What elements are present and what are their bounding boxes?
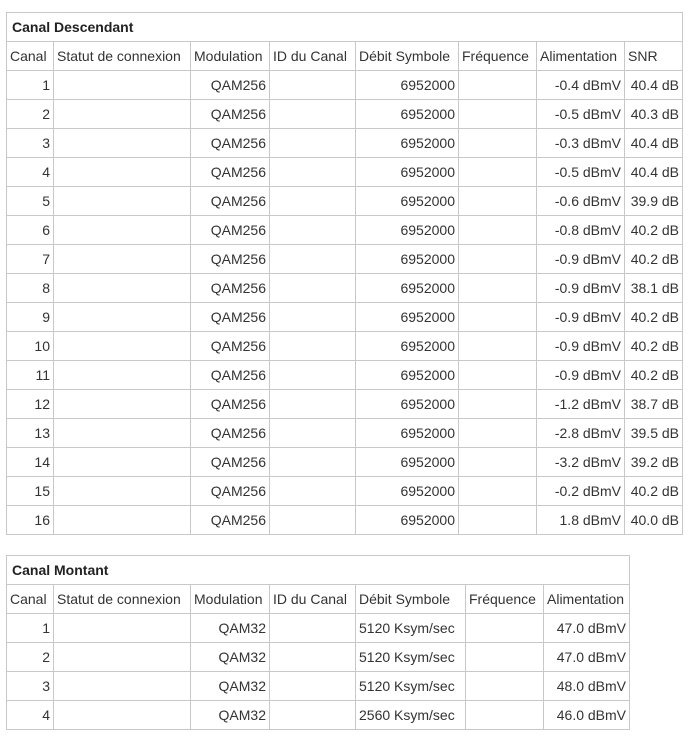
table-row <box>7 419 683 448</box>
cell-statut <box>54 477 191 506</box>
cell-statut <box>54 506 191 535</box>
cell-statut <box>54 303 191 332</box>
cell-canal: 15 <box>7 477 54 506</box>
cell-canal: 4 <box>7 158 54 187</box>
column-header-statut: Statut de connexion <box>54 585 191 614</box>
cell-debit-symbole: 5120 Ksym/sec <box>356 672 466 701</box>
cell-statut <box>54 419 191 448</box>
cell-id-canal <box>270 614 356 643</box>
cell-alimentation: -0.6 dBmV <box>537 187 625 216</box>
table-row <box>7 332 683 361</box>
cell-modulation: QAM256 <box>191 303 270 332</box>
cell-id-canal <box>270 643 356 672</box>
cell-alimentation: 47.0 dBmV <box>544 643 630 672</box>
cell-alimentation: -2.8 dBmV <box>537 419 625 448</box>
cell-statut <box>54 672 191 701</box>
cell-canal: 3 <box>7 672 54 701</box>
cell-debit-symbole: 6952000 <box>356 332 459 361</box>
cell-frequence <box>459 187 537 216</box>
cell-modulation: QAM256 <box>191 390 270 419</box>
cell-id-canal <box>270 477 356 506</box>
cell-alimentation: -0.8 dBmV <box>537 216 625 245</box>
cell-alimentation: -0.9 dBmV <box>537 274 625 303</box>
table-row <box>7 390 683 419</box>
cell-debit-symbole: 6952000 <box>356 187 459 216</box>
cell-canal: 4 <box>7 701 54 730</box>
column-header-statut: Statut de connexion <box>54 42 191 71</box>
table-row <box>7 245 683 274</box>
cell-debit-symbole: 6952000 <box>356 216 459 245</box>
cell-canal: 6 <box>7 216 54 245</box>
cell-statut <box>54 390 191 419</box>
cell-modulation: QAM256 <box>191 187 270 216</box>
cell-frequence <box>459 506 537 535</box>
cell-alimentation: 47.0 dBmV <box>544 614 630 643</box>
cell-modulation: QAM256 <box>191 361 270 390</box>
cell-snr: 39.9 dB <box>625 187 683 216</box>
cell-modulation: QAM256 <box>191 419 270 448</box>
cell-debit-symbole: 6952000 <box>356 361 459 390</box>
cell-statut <box>54 701 191 730</box>
cell-canal: 12 <box>7 390 54 419</box>
cell-alimentation: -0.4 dBmV <box>537 71 625 100</box>
cell-id-canal <box>270 216 356 245</box>
cell-frequence <box>466 672 544 701</box>
cell-snr: 40.4 dB <box>625 158 683 187</box>
cell-frequence <box>459 129 537 158</box>
cell-frequence <box>459 448 537 477</box>
column-header-canal: Canal <box>7 42 54 71</box>
cell-alimentation: -0.9 dBmV <box>537 303 625 332</box>
cell-debit-symbole: 6952000 <box>356 245 459 274</box>
upstream-channel-table <box>6 555 630 730</box>
column-header-id-canal: ID du Canal <box>270 585 356 614</box>
cell-modulation: QAM256 <box>191 216 270 245</box>
cell-frequence <box>459 71 537 100</box>
cell-canal: 16 <box>7 506 54 535</box>
cell-id-canal <box>270 701 356 730</box>
cell-snr: 40.2 dB <box>625 332 683 361</box>
column-header-frequence: Fréquence <box>459 42 537 71</box>
cell-debit-symbole: 6952000 <box>356 274 459 303</box>
cell-snr: 40.2 dB <box>625 245 683 274</box>
cell-canal: 9 <box>7 303 54 332</box>
column-header-alimentation: Alimentation <box>544 585 630 614</box>
table-row <box>7 701 630 730</box>
downstream-table-body <box>7 71 683 535</box>
cell-id-canal <box>270 187 356 216</box>
cell-canal: 11 <box>7 361 54 390</box>
cell-snr: 40.2 dB <box>625 216 683 245</box>
cell-id-canal <box>270 158 356 187</box>
cell-statut <box>54 448 191 477</box>
cell-statut <box>54 129 191 158</box>
downstream-channel-table <box>6 12 683 535</box>
cell-modulation: QAM32 <box>191 643 270 672</box>
cell-snr: 39.2 dB <box>625 448 683 477</box>
cell-debit-symbole: 6952000 <box>356 129 459 158</box>
cell-alimentation: -0.9 dBmV <box>537 361 625 390</box>
upstream-table-title: Canal Montant <box>7 556 630 585</box>
cell-frequence <box>459 303 537 332</box>
cell-canal: 7 <box>7 245 54 274</box>
downstream-table-title: Canal Descendant <box>7 13 683 42</box>
cell-modulation: QAM256 <box>191 274 270 303</box>
cell-canal: 2 <box>7 100 54 129</box>
cell-statut <box>54 643 191 672</box>
cell-alimentation: 46.0 dBmV <box>544 701 630 730</box>
cell-statut <box>54 274 191 303</box>
cell-statut <box>54 614 191 643</box>
cell-debit-symbole: 6952000 <box>356 100 459 129</box>
cell-snr: 38.1 dB <box>625 274 683 303</box>
cell-id-canal <box>270 245 356 274</box>
cell-alimentation: 1.8 dBmV <box>537 506 625 535</box>
column-header-id-canal: ID du Canal <box>270 42 356 71</box>
cell-alimentation: -0.5 dBmV <box>537 158 625 187</box>
cell-alimentation: -1.2 dBmV <box>537 390 625 419</box>
column-header-debit-symbole: Débit Symbole <box>356 585 466 614</box>
cell-statut <box>54 71 191 100</box>
cell-canal: 10 <box>7 332 54 361</box>
table-row <box>7 506 683 535</box>
cell-id-canal <box>270 419 356 448</box>
cell-canal: 1 <box>7 71 54 100</box>
cell-statut <box>54 187 191 216</box>
table-row <box>7 672 630 701</box>
cell-alimentation: -0.3 dBmV <box>537 129 625 158</box>
table-row <box>7 477 683 506</box>
cell-snr: 40.2 dB <box>625 303 683 332</box>
cell-frequence <box>459 477 537 506</box>
cell-frequence <box>459 216 537 245</box>
cell-id-canal <box>270 448 356 477</box>
table-row <box>7 100 683 129</box>
cell-canal: 5 <box>7 187 54 216</box>
cell-id-canal <box>270 672 356 701</box>
table-row <box>7 187 683 216</box>
cell-snr: 40.3 dB <box>625 100 683 129</box>
table-row <box>7 448 683 477</box>
cell-debit-symbole: 6952000 <box>356 477 459 506</box>
cell-modulation: QAM256 <box>191 506 270 535</box>
cell-debit-symbole: 6952000 <box>356 448 459 477</box>
cell-statut <box>54 245 191 274</box>
column-header-debit-symbole: Débit Symbole <box>356 42 459 71</box>
cell-modulation: QAM256 <box>191 477 270 506</box>
column-header-snr: SNR <box>625 42 683 71</box>
table-row <box>7 303 683 332</box>
cell-frequence <box>466 701 544 730</box>
cell-debit-symbole: 6952000 <box>356 303 459 332</box>
cell-modulation: QAM256 <box>191 448 270 477</box>
cell-id-canal <box>270 303 356 332</box>
cell-modulation: QAM256 <box>191 332 270 361</box>
cell-frequence <box>466 643 544 672</box>
cell-statut <box>54 100 191 129</box>
cell-statut <box>54 216 191 245</box>
column-header-modulation: Modulation <box>191 42 270 71</box>
cell-modulation: QAM256 <box>191 129 270 158</box>
cell-id-canal <box>270 506 356 535</box>
cell-id-canal <box>270 129 356 158</box>
cell-id-canal <box>270 274 356 303</box>
cell-alimentation: 48.0 dBmV <box>544 672 630 701</box>
cell-debit-symbole: 6952000 <box>356 71 459 100</box>
cell-id-canal <box>270 390 356 419</box>
cell-alimentation: -0.9 dBmV <box>537 245 625 274</box>
table-row <box>7 274 683 303</box>
column-header-frequence: Fréquence <box>466 585 544 614</box>
cell-modulation: QAM32 <box>191 614 270 643</box>
cell-frequence <box>459 158 537 187</box>
cell-id-canal <box>270 100 356 129</box>
column-header-canal: Canal <box>7 585 54 614</box>
cell-frequence <box>459 390 537 419</box>
cell-id-canal <box>270 71 356 100</box>
cell-canal: 2 <box>7 643 54 672</box>
cell-modulation: QAM32 <box>191 672 270 701</box>
cell-modulation: QAM32 <box>191 701 270 730</box>
cell-frequence <box>459 100 537 129</box>
table-row <box>7 129 683 158</box>
cell-snr: 39.5 dB <box>625 419 683 448</box>
cell-statut <box>54 332 191 361</box>
cell-alimentation: -0.9 dBmV <box>537 332 625 361</box>
cell-frequence <box>459 332 537 361</box>
table-row <box>7 158 683 187</box>
upstream-table-body <box>7 614 630 730</box>
cell-modulation: QAM256 <box>191 71 270 100</box>
cell-canal: 8 <box>7 274 54 303</box>
cell-id-canal <box>270 332 356 361</box>
cell-modulation: QAM256 <box>191 245 270 274</box>
cell-modulation: QAM256 <box>191 100 270 129</box>
column-header-alimentation: Alimentation <box>537 42 625 71</box>
cell-debit-symbole: 2560 Ksym/sec <box>356 701 466 730</box>
cell-snr: 38.7 dB <box>625 390 683 419</box>
cell-modulation: QAM256 <box>191 158 270 187</box>
table-row <box>7 614 630 643</box>
cell-frequence <box>459 245 537 274</box>
cell-frequence <box>466 614 544 643</box>
cell-alimentation: -0.2 dBmV <box>537 477 625 506</box>
cell-canal: 1 <box>7 614 54 643</box>
table-row <box>7 643 630 672</box>
cell-debit-symbole: 5120 Ksym/sec <box>356 614 466 643</box>
table-row <box>7 361 683 390</box>
cell-snr: 40.2 dB <box>625 361 683 390</box>
cell-snr: 40.4 dB <box>625 129 683 158</box>
cell-debit-symbole: 5120 Ksym/sec <box>356 643 466 672</box>
cell-frequence <box>459 361 537 390</box>
column-header-modulation: Modulation <box>191 585 270 614</box>
cell-id-canal <box>270 361 356 390</box>
cell-snr: 40.2 dB <box>625 477 683 506</box>
cell-debit-symbole: 6952000 <box>356 419 459 448</box>
cell-statut <box>54 158 191 187</box>
cell-frequence <box>459 419 537 448</box>
cell-debit-symbole: 6952000 <box>356 158 459 187</box>
table-row <box>7 216 683 245</box>
cell-debit-symbole: 6952000 <box>356 506 459 535</box>
cell-statut <box>54 361 191 390</box>
table-row <box>7 71 683 100</box>
cell-snr: 40.0 dB <box>625 506 683 535</box>
cell-snr: 40.4 dB <box>625 71 683 100</box>
cell-alimentation: -3.2 dBmV <box>537 448 625 477</box>
cell-alimentation: -0.5 dBmV <box>537 100 625 129</box>
cell-canal: 13 <box>7 419 54 448</box>
cell-canal: 3 <box>7 129 54 158</box>
cell-canal: 14 <box>7 448 54 477</box>
cell-frequence <box>459 274 537 303</box>
cell-debit-symbole: 6952000 <box>356 390 459 419</box>
